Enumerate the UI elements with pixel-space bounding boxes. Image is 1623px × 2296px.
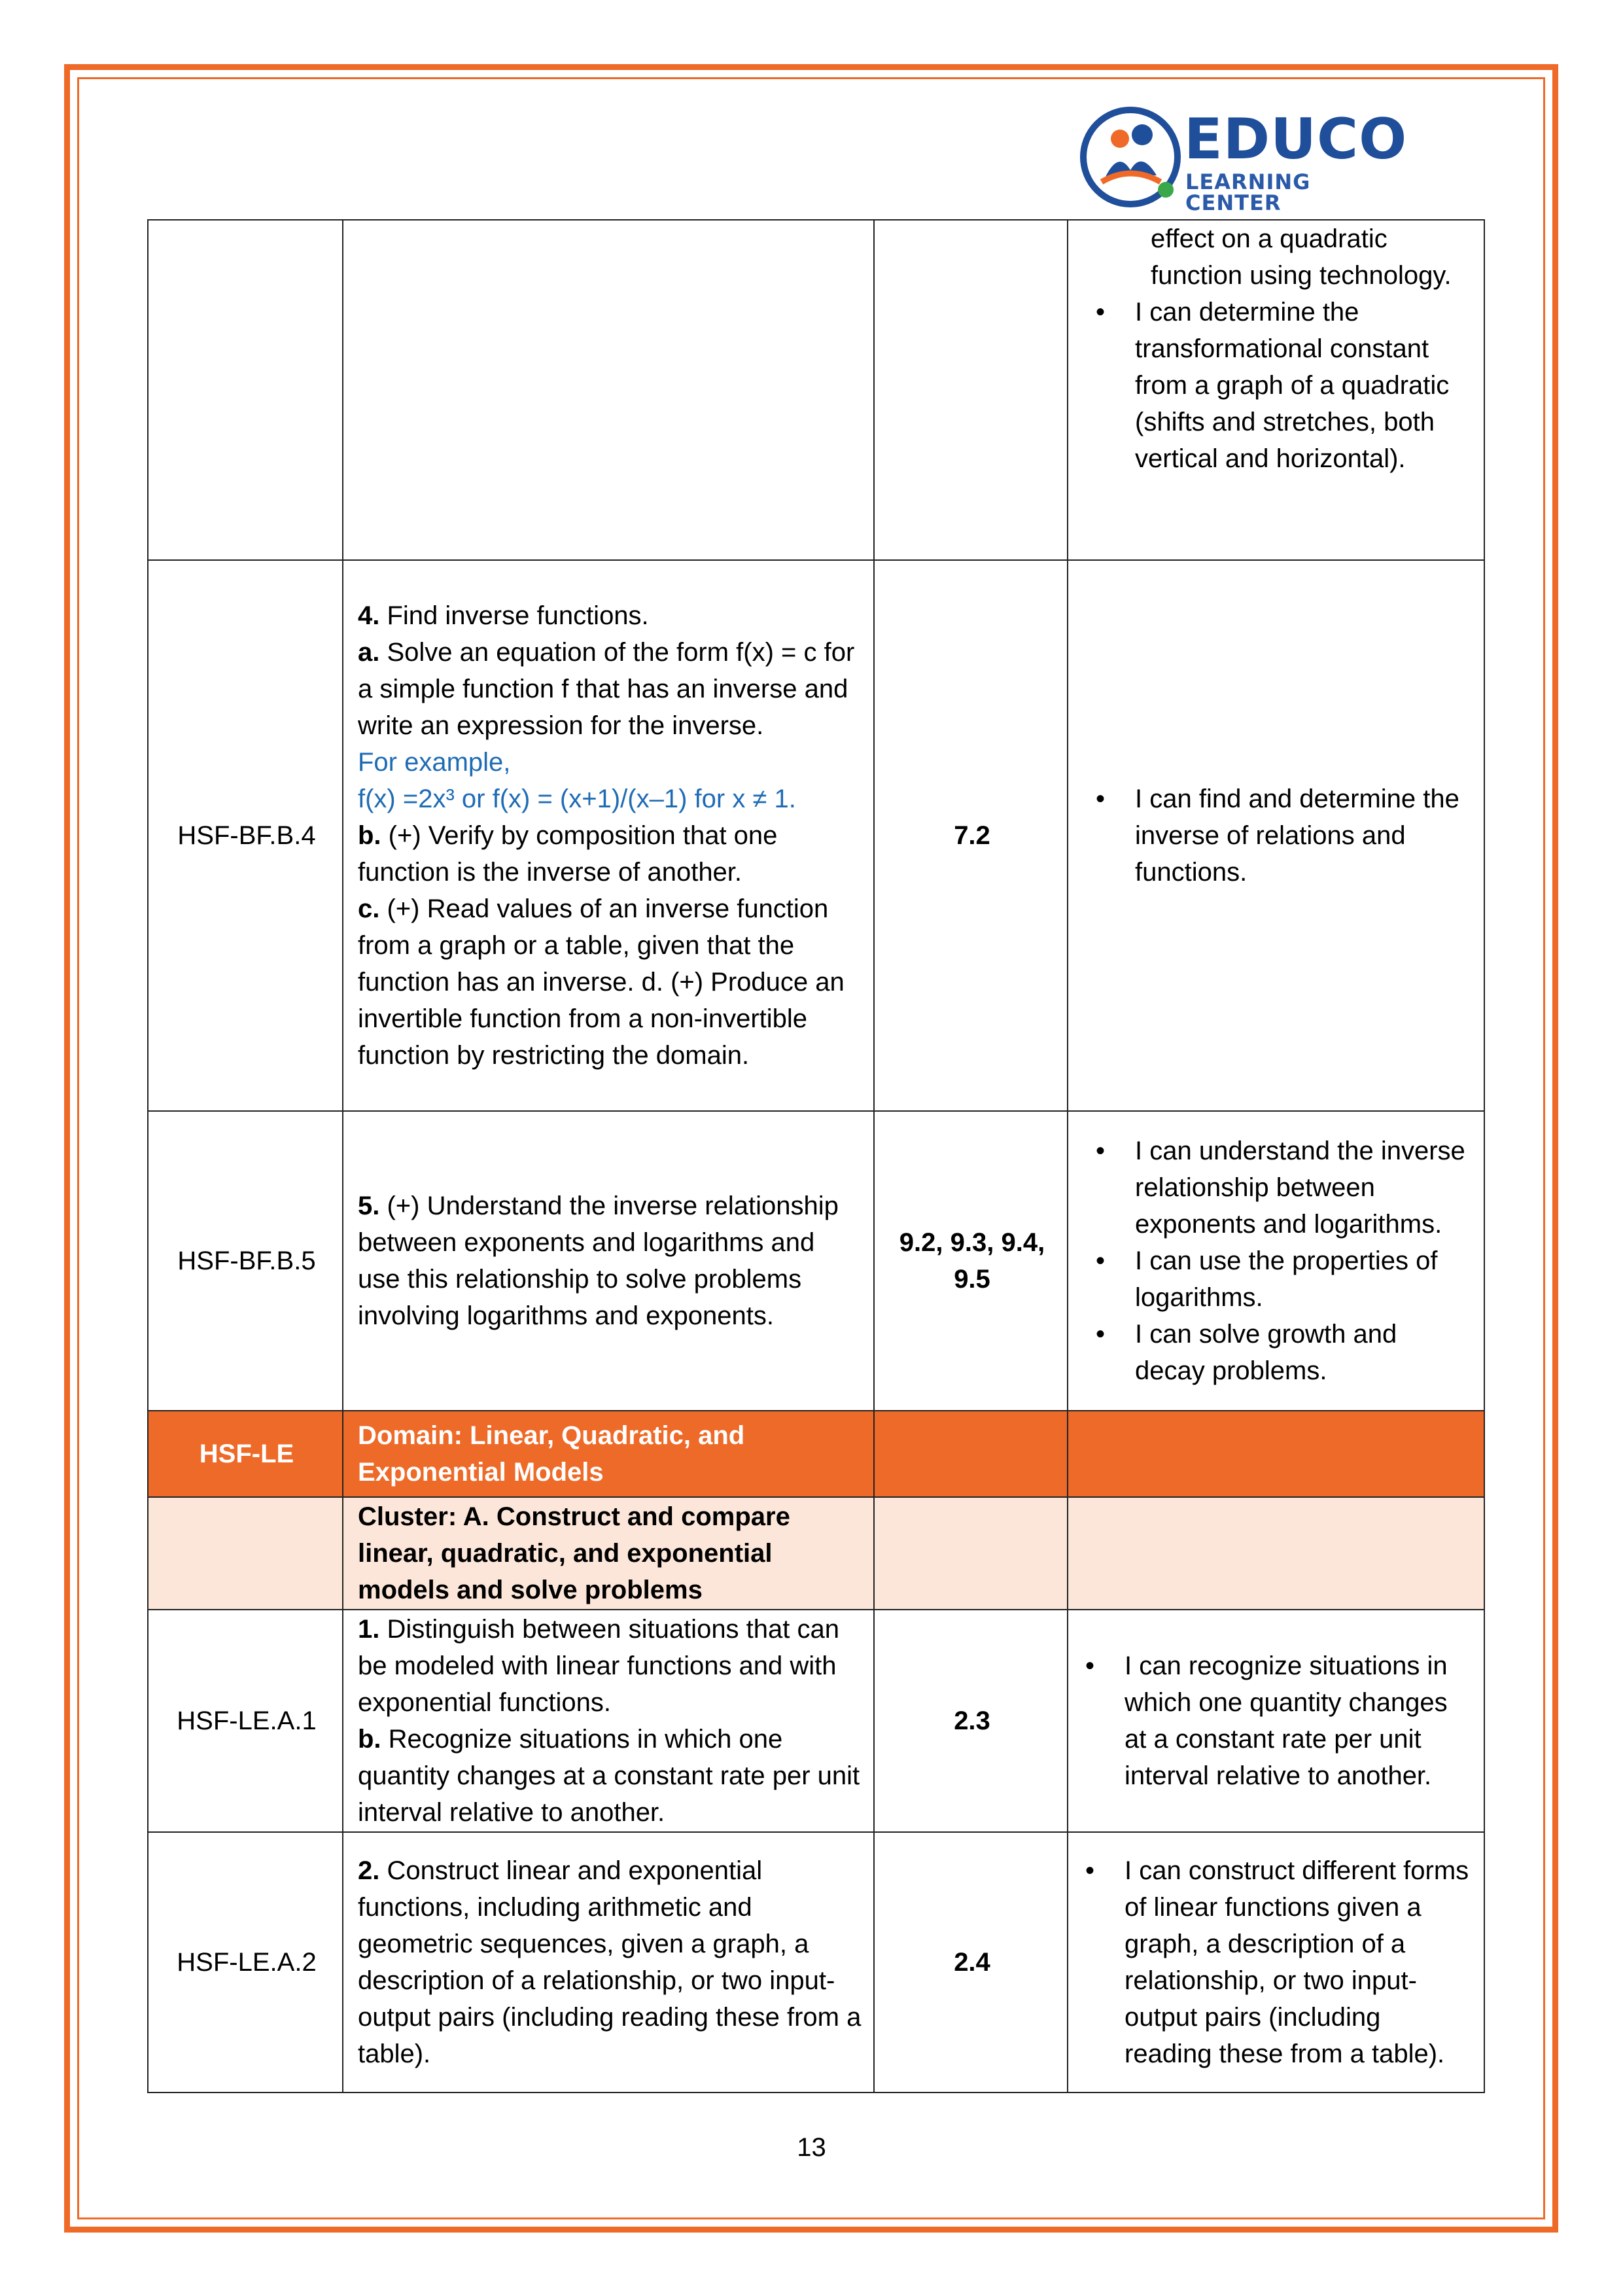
domain-code: HSF-LE [148, 1411, 343, 1497]
domain-row [148, 1411, 1484, 1497]
statement-item: • I can determine the transformational constant from a graph of a quadratic (shifts and stretches, both vertical and horizontal). [1109, 294, 1472, 477]
statement-item: • I can construct different forms of linear functions given a graph, a description of a relationship, or two input-output pairs (including reading these from a table). [1098, 1852, 1472, 2072]
statements-cell [1068, 560, 1484, 1111]
example-formula: f(x) =2x³ or f(x) = (x+1)/(x–1) for x ≠ 1. [358, 785, 796, 813]
page-number: 13 [797, 2133, 826, 2162]
ref-cell: 7.2 [874, 560, 1068, 1111]
ref-cell: 2.4 [874, 1832, 1068, 2093]
code-cell: HSF-LE.A.2 [148, 1832, 343, 2093]
standard-cell: 1. Distinguish between situations that can be modeled with linear functions and with exponential functions. b. Recognize situations in which one quantity changes at a constant rate per unit interval relative to another. [343, 1610, 874, 1832]
code-cell: HSF-LE.A.1 [148, 1610, 343, 1832]
standard-cell [343, 220, 874, 560]
educo-emblem-icon [1079, 105, 1184, 209]
statement-item: • I can use the properties of logarithms. [1109, 1243, 1472, 1316]
standard-cell: 5. (+) Understand the inverse relationship between exponents and logarithms and use this relationship to solve problems involving logarithms and exponents. [343, 1111, 874, 1411]
cluster-row [148, 1497, 1484, 1610]
cluster-empty-cell [148, 1497, 343, 1610]
ref-cell: 9.2, 9.3, 9.4, 9.5 [874, 1111, 1068, 1411]
logo-name: EDUCO [1184, 107, 1408, 172]
statement-item: • I can recognize situations in which one quantity changes at a constant rate per unit interval relative to another. [1098, 1648, 1472, 1794]
ref-cell [874, 220, 1068, 560]
statements-cell [1068, 1111, 1484, 1411]
statements-cell [1068, 220, 1484, 560]
statements-cell [1068, 1832, 1484, 2093]
table-row [148, 220, 1484, 560]
domain-title: Domain: Linear, Quadratic, and Exponential Models [343, 1411, 874, 1497]
table-row [148, 1832, 1484, 2093]
table-row [148, 1111, 1484, 1411]
code-cell: HSF-BF.B.5 [148, 1111, 343, 1411]
educo-logo [1079, 105, 1408, 215]
cluster-title: Cluster: A. Construct and compare linear, quadratic, and exponential models and solve problems [343, 1497, 874, 1610]
cluster-empty-cell [1068, 1497, 1484, 1610]
cluster-empty-cell [874, 1497, 1068, 1610]
standards-table [147, 219, 1485, 2093]
domain-empty-cell [1068, 1411, 1484, 1497]
statements-cell [1068, 1610, 1484, 1832]
example-label: For example, [358, 748, 511, 777]
statement-item: • I can find and determine the inverse of relations and functions. [1109, 781, 1472, 891]
ref-cell: 2.3 [874, 1610, 1068, 1832]
statement-item: • I can understand the inverse relationship between exponents and logarithms. [1109, 1133, 1472, 1243]
table-row [148, 1610, 1484, 1832]
statement-item: • I can solve growth and decay problems. [1109, 1316, 1472, 1389]
standard-cell: 2. Construct linear and exponential functions, including arithmetic and geometric sequences, given a graph, a description of a relationship, or two input-output pairs (including reading these from a table). [343, 1832, 874, 2093]
standard-cell: 4. Find inverse functions. a. Solve an equation of the form f(x) = c for a simple function f that has an inverse and write an expression for the inverse. For example, f(x) =2x³ or f(x) = (x+1)/(x–1) for x ≠ 1. b. (+) Verify by composition that one function is the inverse of another. c. (+) Read values of an inverse function from a graph or a table, given that the function has an inverse. d. (+) Produce an invertible function from a non-invertible function by restricting the domain. [343, 560, 874, 1111]
code-cell: HSF-BF.B.4 [148, 560, 343, 1111]
code-cell [148, 220, 343, 560]
statement-continued: effect on a quadratic function using technology. [1151, 224, 1452, 290]
table-row [148, 560, 1484, 1111]
logo-subtitle: LEARNING CENTER [1185, 169, 1311, 215]
domain-empty-cell [874, 1411, 1068, 1497]
